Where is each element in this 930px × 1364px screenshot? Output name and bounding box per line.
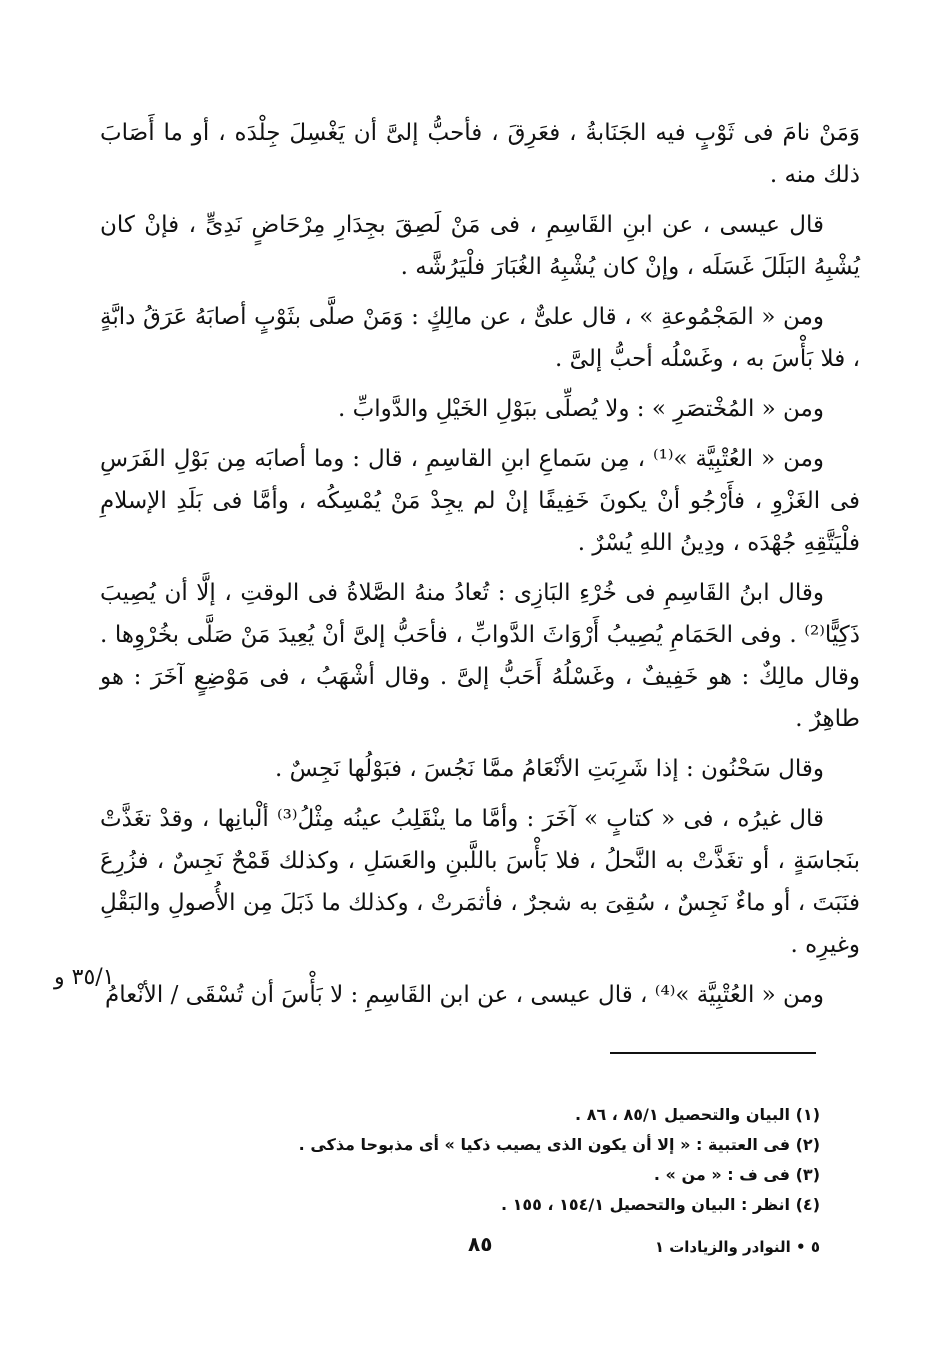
paragraph-8: قال غيرُه ، فى « كتابٍ » آخَرَ : وأمَّا ما ينْقَلِبُ عينُه مِثْلُ⁽³⁾ ألْبانِها ، وقدْ تغَذَّتْ بنَجاسَةٍ ، أو تغَذَّتْ به النَّحلُ ، فلا بَأْسَ باللَّبنِ والعَسَلِ ، وكذلك قَمْحٌ نَجِسٌ ، فزُرِعَ فنَبَتَ ، أو ماءٌ نَجِسٌ ، سُقِىَ به شجرٌ ، فأثمَرتْ ، وكذلك ما ذَبَلَ مِن الأُصولِ والبَقْلِ وغيرِه . <box>100 806 860 958</box>
footnote-1: (١) البيان والتحصيل ٨٥/١ ، ٨٦ . <box>575 1105 820 1124</box>
paragraph-6: وقال ابنُ القَاسِمِ فى خُرْءِ البَازِى : تُعادُ منهُ الصَّلاةُ فى الوقتِ ، إلَّا أن يُصِيبَ ذَكِيًّا⁽²⁾ . وفى الحَمَامِ يُصِيبُ أَرْوَاثَ الدَّوابِّ ، فأحَبُّ إلىَّ أنْ يُعِيدَ مَنْ صَلَّى بخُرْوِها . وقال مالِكٌ : هو خَفِيفٌ ، وغَسْلُهُ أَحَبُّ إلىَّ . وقال أشْهَبُ ، فى مَوْضِعٍ آخَرَ : هو طاهِرٌ . <box>100 580 860 732</box>
footnote-3: (٣) فى ف : « من » . <box>653 1165 820 1184</box>
main-text <box>100 112 860 1024</box>
paragraph-1: وَمَنْ نامَ فى ثَوْبٍ فيه الجَنَابةُ ، فعَرِقَ ، فأحبُّ إلىَّ أن يَغْسِلَ جِلْدَه ، أو ما أَصَابَ ذلك منه . <box>100 120 860 188</box>
book-signature: ٥ • النوادر والزيادات ١ <box>654 1238 820 1256</box>
margin-folio-reference: ٣٥/١ و <box>54 965 115 990</box>
paragraph-7: وقال سَحْنُون : إذا شَرِبَتِ الأنْعَامُ ممَّا نَجُسَ ، فبَوْلُها نَجِسٌ . <box>275 756 824 782</box>
footnotes <box>230 1100 820 1220</box>
footnote-2: (٢) فى العتبية : « إلا أن يكون الذى يصيب ذكيا » أى مذبوحا مذكى . <box>298 1135 820 1154</box>
footnote-divider <box>610 1052 816 1054</box>
page-number: ٨٥ <box>468 1232 493 1256</box>
paragraph-3: ومن « المَجْمُوعةِ » ، قال علىٌّ ، عن مالِكٍ : وَمَنْ صلَّى بثَوْبٍ أصابَهُ عَرَقُ دابَّةٍ ، فلا بَأْسَ به ، وغَسْلُه أحبُّ إلىَّ . <box>100 304 860 372</box>
paragraph-9: ومن « العُتْبِيَّة »⁽⁴⁾ ، قال عيسى ، عن ابن القَاسِمِ : لا بَأْسَ أن تُسْقَى / الأنْعامُ <box>105 982 824 1008</box>
paragraph-2: قال عيسى ، عن ابنِ القَاسِمِ ، فى مَنْ لَصِقَ بجِدَارِ مِرْحَاضٍ نَدِىٍّ ، فإنْ كان يُشْبِهُ البَلَلَ غَسَلَه ، وإنْ كان يُشْبِهُ الغُبَارَ فلْيَرُشَّه . <box>100 212 860 280</box>
paragraph-5: ومن « العُتْبِيَّة »⁽¹⁾ ، مِن سَماعِ ابنِ القاسِمِ ، قال : وما أصابَه مِن بَوْلِ الفَرَسِ فى الغَزْوِ ، فأَرْجُو أنْ يكونَ خَفِيفًا إنْ لم يجِدْ مَنْ يُمْسِكُه ، وأمَّا فى بَلَدِ الإسلامِ فلْيَتَّقِهِ جُهْدَه ، ودِينُ اللهِ يُسْرٌ . <box>100 446 860 556</box>
footnote-4: (٤) انظر : البيان والتحصيل ١٥٤/١ ، ١٥٥ . <box>500 1195 820 1214</box>
paragraph-4: ومن « المُخْتصَرِ » : ولا يُصلِّى ببَوْلِ الخَيْلِ والدَّوابِّ . <box>338 396 824 422</box>
